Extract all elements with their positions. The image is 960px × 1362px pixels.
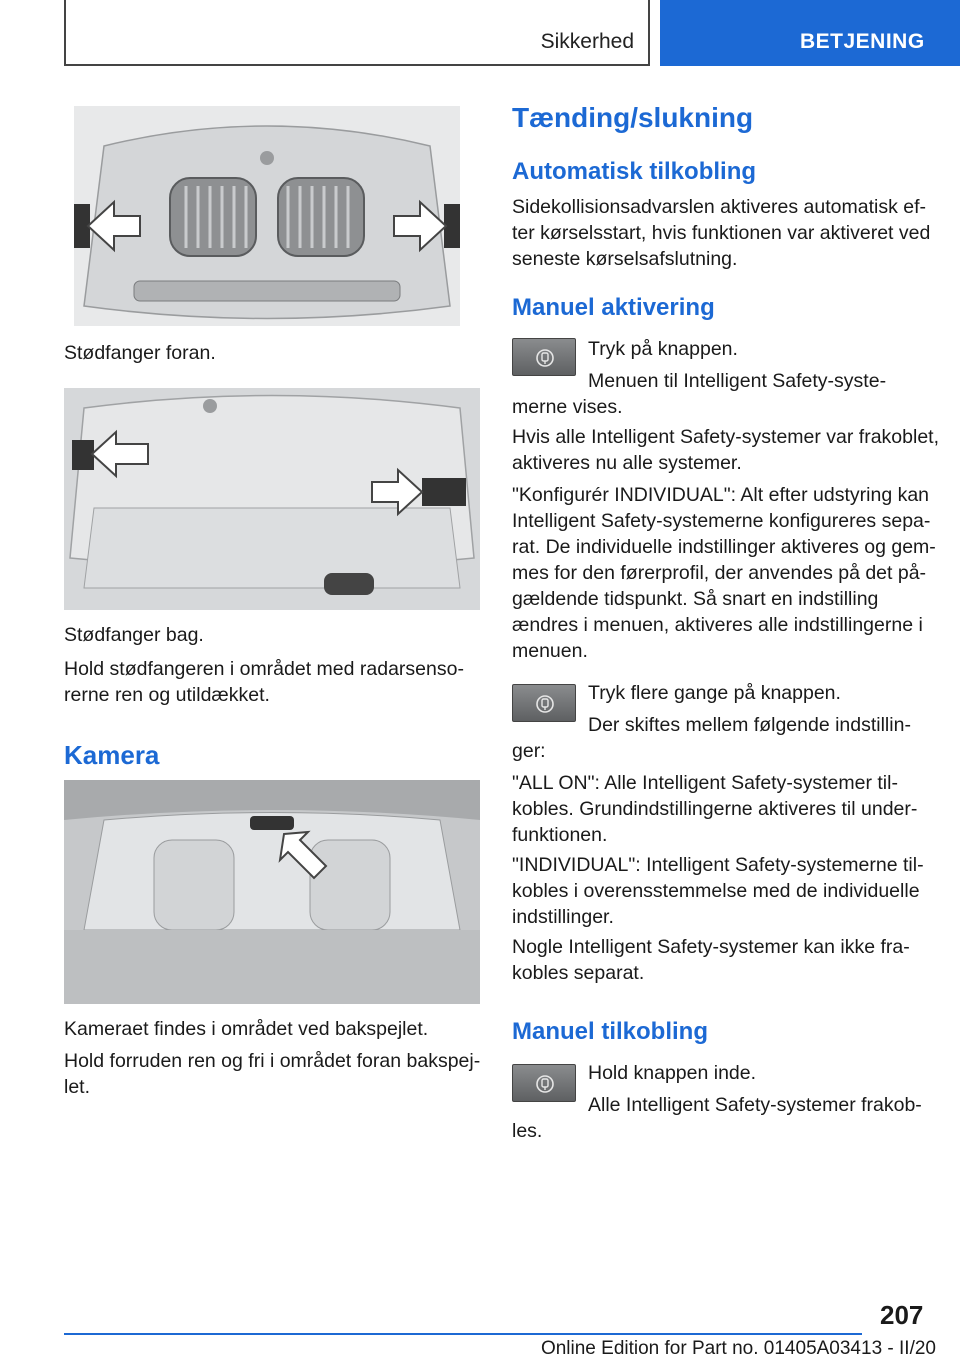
manual-result-2-line-2: ger: xyxy=(512,740,546,762)
rear-bumper-body-line-1: Hold stødfangeren i området med radarsenso- xyxy=(64,658,464,680)
intelligent-safety-button-icon xyxy=(535,694,555,714)
manual-step-1: Tryk på knappen. xyxy=(588,338,738,360)
header-bar xyxy=(64,0,650,66)
manual-p3-line-7: menuen. xyxy=(512,640,588,662)
footer-divider xyxy=(64,1333,862,1335)
auto-body-line-3: seneste kørselsafslutning. xyxy=(512,248,738,270)
intelligent-safety-button-image-3 xyxy=(512,1064,576,1102)
front-bumper-caption: Stødfanger foran. xyxy=(64,342,216,364)
footer-edition: Online Edition for Part no. 01405A03413 - II/20 xyxy=(540,1338,936,1359)
auto-body-line-2: ter kørselsstart, hvis funktionen var aktiveret ved xyxy=(512,222,931,244)
manual-result-1-line-1: Menuen til Intelligent Safety-syste- xyxy=(588,370,887,392)
auto-body-line-1: Sidekollisionsadvarslen aktiveres automatisk ef- xyxy=(512,196,927,218)
manual-p2-line-2: aktiveres nu alle systemer. xyxy=(512,452,742,474)
manual-p3-line-6: ændres i menuen, aktiveres alle indstillingerne i xyxy=(512,614,923,636)
manual-result-2-line-1: Der skiftes mellem følgende indstillin- xyxy=(588,714,911,736)
manual-result-1-line-2: merne vises. xyxy=(512,396,623,418)
manual-p4-line-3: funktionen. xyxy=(512,824,608,846)
rear-bumper-caption: Stødfanger bag. xyxy=(64,624,204,646)
off-result-line-2: les. xyxy=(512,1120,543,1142)
off-result-line-1: Alle Intelligent Safety-systemer frakob- xyxy=(588,1094,922,1116)
car-front-icon xyxy=(74,106,460,326)
manual-p6-line-2: kobles separat. xyxy=(512,962,645,984)
auto-heading: Automatisk tilkobling xyxy=(512,158,757,185)
header-chapter-title: BETJENING xyxy=(800,30,925,53)
manual-p6-line-1: Nogle Intelligent Safety-systemer kan ikke fra- xyxy=(512,936,910,958)
front-bumper-illustration xyxy=(74,106,460,326)
intelligent-safety-button-icon xyxy=(535,1074,555,1094)
manual-p3-line-1: "Konfigurér INDIVIDUAL": Alt efter udstyring kan xyxy=(512,484,930,506)
manual-p3-line-5: gældende tidspunkt. Så snart en indstilling xyxy=(512,588,879,610)
manual-heading: Manuel aktivering xyxy=(512,294,715,321)
car-rear-icon xyxy=(64,388,480,610)
off-step: Hold knappen inde. xyxy=(588,1062,757,1084)
header-section-title: Sikkerhed xyxy=(540,30,634,53)
manual-p3-line-2: Intelligent Safety-systemerne konfigureres sepa- xyxy=(512,510,931,532)
rear-bumper-body-line-2: rerne ren og utildækket. xyxy=(64,684,270,706)
car-interior-icon xyxy=(64,780,480,1004)
off-heading: Manuel tilkobling xyxy=(512,1018,708,1045)
manual-step-2: Tryk flere gange på knappen. xyxy=(588,682,841,704)
manual-p3-line-3: rat. De individuelle indstillinger aktiveres og gem- xyxy=(512,536,936,558)
manual-p5-line-3: indstillinger. xyxy=(512,906,614,928)
camera-body-line-1: Hold forruden ren og fri i området foran bakspej- xyxy=(64,1050,481,1072)
section-title: Tænding/slukning xyxy=(512,102,754,133)
camera-body-line-2: let. xyxy=(64,1076,91,1098)
camera-heading: Kamera xyxy=(64,740,160,770)
manual-p5-line-1: "INDIVIDUAL": Intelligent Safety-systemerne til- xyxy=(512,854,924,876)
intelligent-safety-button-image-2 xyxy=(512,684,576,722)
manual-p2-line-1: Hvis alle Intelligent Safety-systemer var frakoblet, xyxy=(512,426,940,448)
manual-p4-line-2: kobles. Grundindstillingerne aktiveres til under- xyxy=(512,798,918,820)
manual-p5-line-2: kobles i overensstemmelse med de individuelle xyxy=(512,880,920,902)
header-chapter-tab xyxy=(660,0,960,66)
page-number: 207 xyxy=(880,1300,924,1330)
manual-p4-line-1: "ALL ON": Alle Intelligent Safety-systemer til- xyxy=(512,772,898,794)
intelligent-safety-button-icon xyxy=(535,348,555,368)
manual-p3-line-4: mes for den førerprofil, der anvendes på det på- xyxy=(512,562,927,584)
rear-bumper-illustration xyxy=(64,388,480,610)
camera-illustration xyxy=(64,780,480,1004)
camera-caption: Kameraet findes i området ved bakspejlet. xyxy=(64,1018,429,1040)
intelligent-safety-button-image-1 xyxy=(512,338,576,376)
